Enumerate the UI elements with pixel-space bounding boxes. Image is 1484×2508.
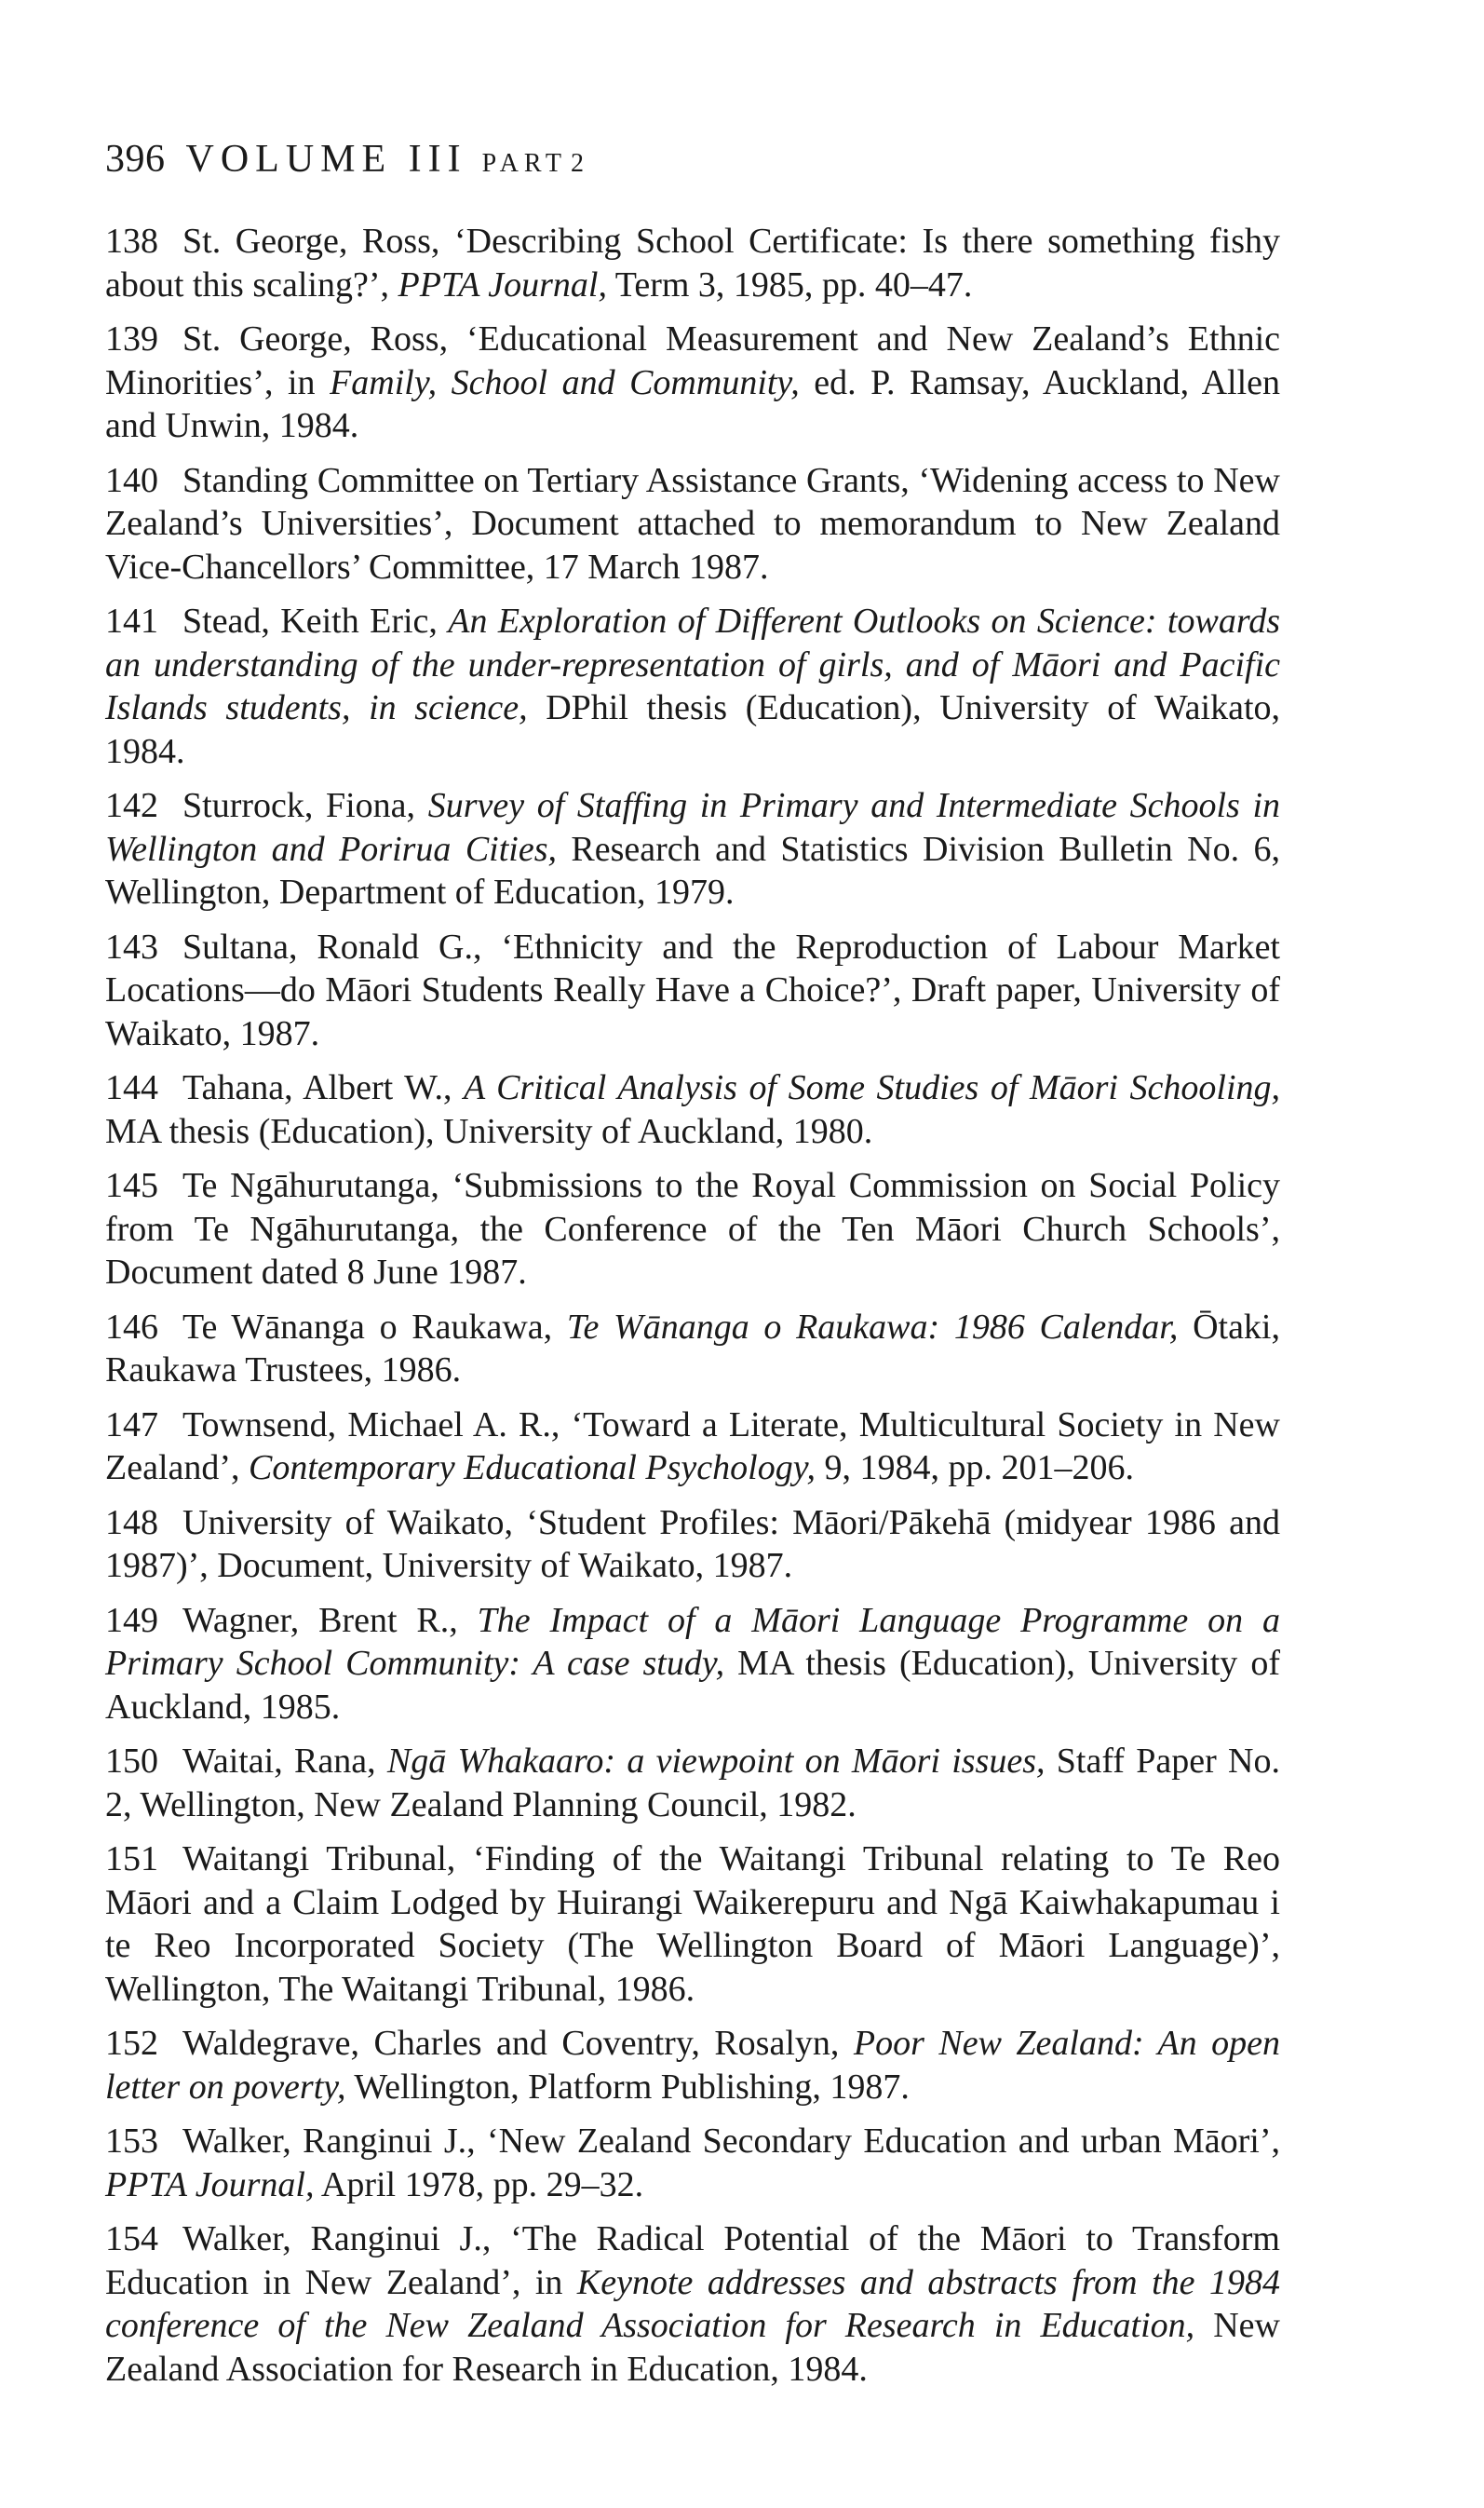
- entry-text: Stead, Keith Eric,: [182, 602, 449, 641]
- entry-number: 141: [105, 602, 158, 641]
- entry-text: DPhil thesis (Education), University of Waikato, 1984.: [105, 688, 1281, 771]
- bibliography-entry: [105, 220, 1280, 306]
- entry-number: 146: [105, 1307, 158, 1347]
- entry-text: St. George, Ross, ‘Describing School Certificate: Is there something fishy about this scaling?’,: [105, 222, 1280, 305]
- entry-number: 148: [105, 1502, 158, 1542]
- bibliography-entry: [105, 318, 1280, 448]
- entry-title-italic: Survey of Staffing in Primary and Intermediate Schools in Wellington and Porirua Cities,: [105, 786, 1280, 869]
- entry-text: Staff Paper No. 2, Wellington, New Zealand Planning Council, 1982.: [105, 1742, 1280, 1824]
- entry-text: Walker, Ranginui J., ‘New Zealand Secondary Education and urban Māori’,: [182, 2122, 1280, 2161]
- entry-title-italic: Ngā Whakaaro: a viewpoint on Māori issues,: [386, 1742, 1046, 1781]
- part-number: 2: [570, 149, 585, 178]
- entry-text: Wagner, Brent R.,: [182, 1600, 478, 1640]
- entry-title-italic: An Exploration of Different Outlooks on Science: towards an understanding of the under-representation of girls, and of Māori and Pacific Islands students, in science,: [105, 602, 1280, 727]
- bibliography-entry: [105, 2022, 1280, 2108]
- entry-number: 140: [105, 460, 158, 500]
- entry-number: 142: [105, 786, 158, 825]
- bibliography-entry: [105, 2217, 1280, 2391]
- entry-text: Te Ngāhurutanga, ‘Submissions to the Royal Commission on Social Policy from Te Ngāhurutanga, the Conference of the Ten Māori Church Schools’, Document dated 8 June 1987.: [105, 1166, 1280, 1292]
- bibliography-entry: [105, 1066, 1280, 1153]
- bibliography-entry: [105, 600, 1280, 773]
- entry-text: Term 3, 1985, pp. 40–47.: [606, 264, 973, 305]
- entry-text: University of Waikato, ‘Student Profiles: Māori/Pākehā (midyear 1986 and 1987)’, Document, University of Waikato, 1987.: [105, 1502, 1280, 1585]
- document-page: [105, 140, 1280, 2402]
- entry-text: Standing Committee on Tertiary Assistance Grants, ‘Widening access to New Zealand’s Universities’, Document attached to memorandum to New Zealand Vice-Chancellors’ Committee, 17 March 1987.: [105, 460, 1280, 587]
- entry-title-italic: A Critical Analysis of Some Studies of Māori Schooling,: [464, 1068, 1280, 1107]
- entry-number: 145: [105, 1166, 158, 1205]
- entry-text: Ōtaki, Raukawa Trustees, 1986.: [105, 1307, 1280, 1390]
- entry-text: Walker, Ranginui J., ‘The Radical Potential of the Māori to Transform Education in New Zealand’, in: [105, 2219, 1280, 2302]
- volume-label: VOLUME III: [185, 138, 467, 181]
- entry-text: Sultana, Ronald G., ‘Ethnicity and the Reproduction of Labour Market Locations—do Māori Students Really Have a Choice?’, Draft paper, University of Waikato, 1987.: [105, 927, 1280, 1053]
- entry-number: 143: [105, 927, 158, 967]
- bibliography-entry: [105, 1164, 1280, 1295]
- bibliography-entry: [105, 1837, 1280, 2011]
- entry-title-italic: Te Wānanga o Raukawa: 1986 Calendar,: [566, 1307, 1179, 1347]
- entry-number: 147: [105, 1404, 158, 1444]
- entry-title-italic: Contemporary Educational Psychology,: [249, 1448, 816, 1487]
- entry-number: 151: [105, 1839, 158, 1878]
- entry-text: ed. P. Ramsay, Auckland, Allen and Unwin, 1984.: [105, 362, 1280, 445]
- entry-number: 138: [105, 222, 158, 261]
- bibliography-entry: [105, 784, 1280, 915]
- entry-title-italic: PPTA Journal,: [105, 2164, 315, 2204]
- entry-number: 139: [105, 319, 158, 359]
- entry-text: 9, 1984, pp. 201–206.: [816, 1448, 1134, 1487]
- entry-text: Townsend, Michael A. R., ‘Toward a Literate, Multicultural Society in New Zealand’,: [105, 1404, 1280, 1487]
- entry-text: Waldegrave, Charles and Coventry, Rosalyn,: [182, 2024, 854, 2063]
- entry-title-italic: The Impact of a Māori Language Programme on a Primary School Community: A case study,: [105, 1600, 1280, 1683]
- bibliography-entry: [105, 1403, 1280, 1490]
- entry-text: Te Wānanga o Raukawa,: [182, 1307, 567, 1347]
- entry-text: Waitai, Rana,: [182, 1742, 387, 1781]
- entry-text: Tahana, Albert W.,: [182, 1068, 465, 1107]
- bibliography-entry: [105, 1306, 1280, 1392]
- entry-text: Sturrock, Fiona,: [182, 786, 428, 825]
- bibliography-entry: [105, 459, 1280, 590]
- bibliography-entry: [105, 926, 1280, 1056]
- entry-text: New Zealand Association for Research in Education, 1984.: [105, 2306, 1280, 2389]
- entry-title-italic: PPTA Journal,: [398, 264, 607, 305]
- bibliography-entry: [105, 2120, 1280, 2206]
- part-label: PART: [481, 149, 567, 178]
- entry-number: 149: [105, 1600, 158, 1640]
- entry-text: Research and Statistics Division Bulletin No. 6, Wellington, Department of Education, 1979.: [105, 829, 1281, 912]
- bibliography-entry: [105, 1501, 1280, 1588]
- page-number: 396: [105, 138, 166, 181]
- entry-number: 152: [105, 2024, 158, 2063]
- bibliography-list: [105, 220, 1280, 2391]
- entry-number: 154: [105, 2219, 158, 2258]
- entry-number: 153: [105, 2122, 158, 2161]
- bibliography-entry: [105, 1740, 1280, 1826]
- entry-text: St. George, Ross, ‘Educational Measurement and New Zealand’s Ethnic Minorities’, in: [105, 319, 1280, 402]
- entry-text: Wellington, Platform Publishing, 1987.: [345, 2067, 910, 2107]
- entry-title-italic: Keynote addresses and abstracts from the 1984 conference of the New Zealand Association for Research in Education,: [105, 2262, 1281, 2345]
- entry-text: MA thesis (Education), University of Auckland, 1985.: [105, 1644, 1280, 1727]
- entry-text: Waitangi Tribunal, ‘Finding of the Waitangi Tribunal relating to Te Reo Māori and a Claim Lodged by Huirangi Waikerepuru and Ngā Kaiwhakapumau i te Reo Incorporated Society (The Wellington Board of Māori Language)’, Wellington, The Waitangi Tribunal, 1986.: [105, 1839, 1280, 2009]
- running-header: [105, 140, 1280, 179]
- entry-text: MA thesis (Education), University of Auckland, 1980.: [105, 1111, 873, 1151]
- entry-number: 150: [105, 1742, 158, 1781]
- entry-text: April 1978, pp. 29–32.: [314, 2164, 644, 2204]
- bibliography-entry: [105, 1599, 1280, 1729]
- entry-number: 144: [105, 1068, 158, 1107]
- entry-title-italic: Family, School and Community,: [330, 362, 800, 402]
- entry-title-italic: Poor New Zealand: An open letter on poverty,: [105, 2024, 1280, 2107]
